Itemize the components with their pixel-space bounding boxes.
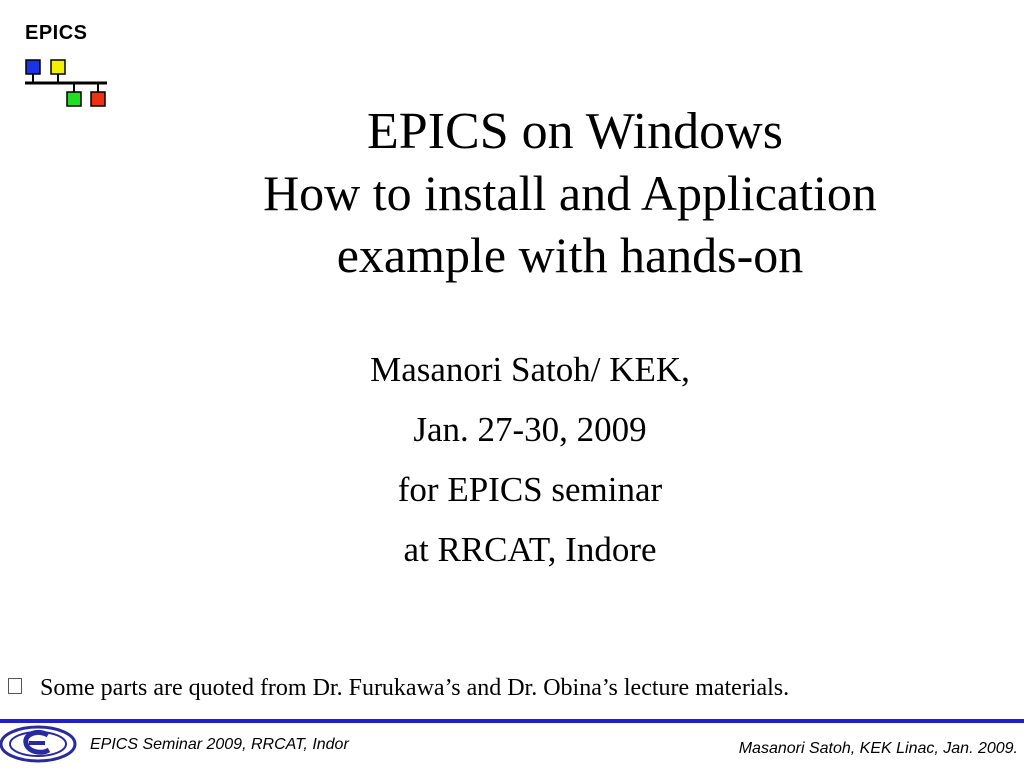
venue-line: at RRCAT, Indore	[403, 530, 657, 569]
footer-author-text: Masanori Satoh, KEK Linac, Jan. 2009.	[738, 740, 1018, 757]
title-line-1: EPICS on Windows	[367, 103, 783, 160]
footer-event-text: EPICS Seminar 2009, RRCAT, Indor	[90, 736, 349, 753]
dates-line: Jan. 27-30, 2009	[413, 410, 647, 449]
title-line-2: How to install and Application	[263, 165, 877, 221]
quote-note	[8, 672, 1008, 704]
kek-logo-icon	[0, 724, 80, 768]
footer-divider	[0, 719, 1024, 723]
author-line: Masanori Satoh/ KEK,	[370, 350, 690, 389]
bullet-box-icon	[8, 678, 22, 694]
quote-note-text: Some parts are quoted from Dr. Furukawa’s and Dr. Obina’s lecture materials.	[40, 675, 790, 701]
slide-title	[130, 102, 1010, 286]
slide-subtitle	[200, 340, 860, 580]
epics-logo-text: EPICS	[25, 22, 88, 44]
epics-network-icon	[24, 54, 114, 112]
title-line-3: example with hands-on	[336, 227, 804, 283]
event-line: for EPICS seminar	[397, 470, 663, 509]
epics-logo	[24, 22, 114, 112]
